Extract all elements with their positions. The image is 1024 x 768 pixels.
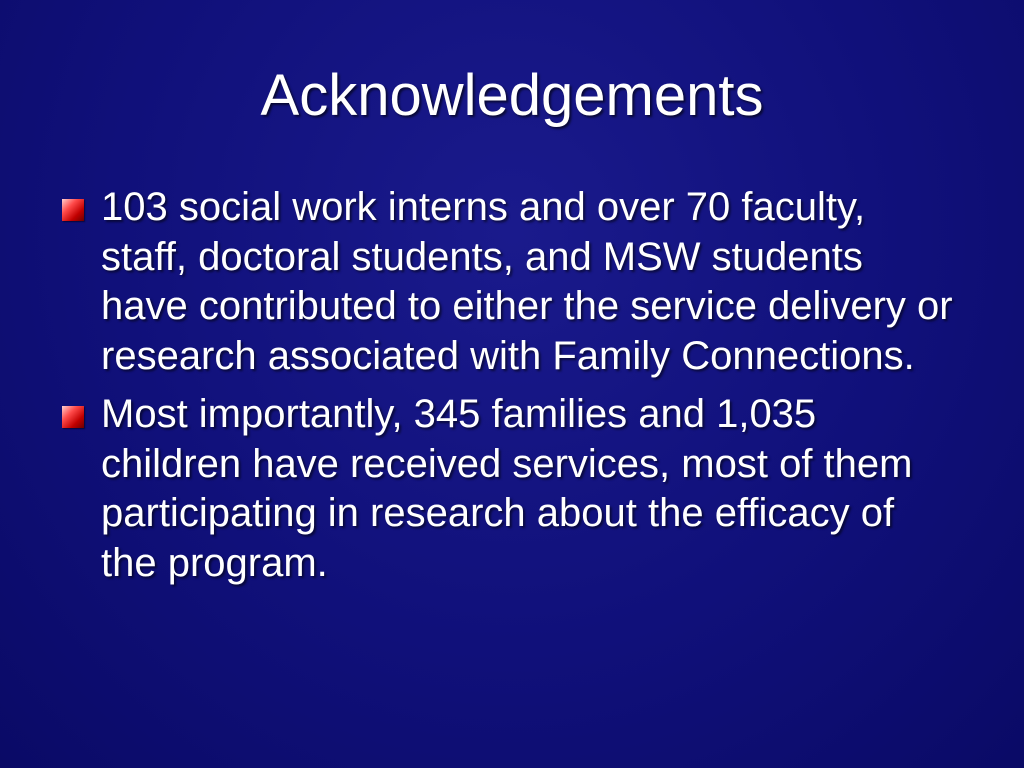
bullet-text: 103 social work interns and over 70 faculty, staff, doctoral students, and MSW students have contributed to either the service delivery or research associated with Family Connections. <box>101 185 953 378</box>
bullet-text: Most importantly, 345 families and 1,035 children have received services, most of them participating in research about the efficacy of the program. <box>101 392 913 585</box>
slide-title: Acknowledgements <box>260 63 764 128</box>
square-bullet-icon <box>62 406 84 428</box>
bullet-item-interns <box>60 183 960 381</box>
bullet-item-families <box>60 390 960 588</box>
square-bullet-icon <box>62 199 84 221</box>
bullet-list <box>60 183 960 597</box>
